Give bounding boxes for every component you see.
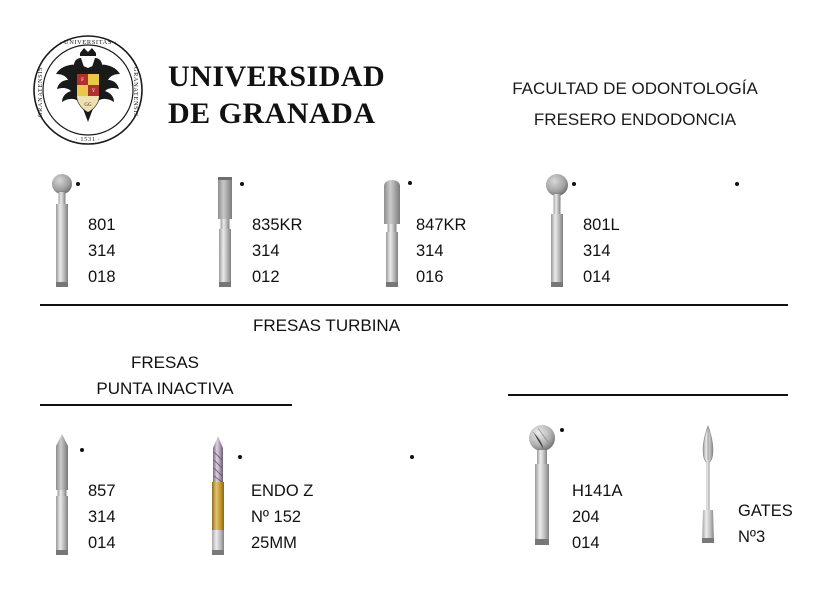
faculty-heading [470, 74, 800, 135]
svg-text:· 1531 ·: · 1531 · [75, 136, 101, 143]
bur-835kr-labels [252, 212, 302, 290]
bur-h141a-shank: 204 [572, 508, 600, 526]
page-title [168, 58, 458, 132]
marker-dot [560, 428, 564, 432]
bur-item-gates [686, 420, 826, 560]
bur-item-801l [535, 172, 765, 292]
bur-endo-z-size: 25MM [251, 534, 297, 552]
bur-801-shank: 314 [88, 242, 116, 260]
section-label-turbina: FRESAS TURBINA [253, 316, 401, 335]
marker-dot [572, 182, 576, 186]
bur-801-size: 018 [88, 268, 116, 286]
faculty-line-1: FACULTAD DE ODONTOLOGÍA [512, 79, 758, 98]
section-divider-punta-inactiva [40, 404, 292, 406]
marker-dot [408, 181, 412, 185]
bur-847kr-labels [416, 212, 466, 290]
bur-835kr-code: 835KR [252, 216, 303, 234]
bur-835kr-size: 012 [252, 268, 280, 286]
bur-gates-code: GATES [738, 502, 793, 520]
marker-dot [735, 182, 739, 186]
section-label-punta-inactiva-line2: PUNTA INACTIVA [96, 379, 234, 398]
bur-endo-z-labels [251, 478, 313, 556]
bur-857-labels [88, 478, 116, 556]
bur-801l-labels [583, 212, 620, 290]
bur-857-size: 014 [88, 534, 116, 552]
bur-gates-labels [738, 498, 793, 550]
bur-endo-z-shank: Nº 152 [251, 508, 302, 526]
svg-text:GG: GG [84, 103, 92, 108]
marker-dot [240, 182, 244, 186]
svg-text:Y: Y [91, 89, 96, 94]
bur-h141a-code: H141A [572, 482, 623, 500]
bur-801-code: 801 [88, 216, 116, 234]
svg-text:GRANATENSIS: GRANATENSIS [37, 66, 44, 118]
svg-text:· UNIVERSITAS ·: · UNIVERSITAS · [59, 39, 117, 46]
university-line-2: DE GRANADA [168, 97, 376, 131]
round-long-neck-diamond-bur-icon [535, 172, 579, 290]
university-crest-icon [32, 34, 144, 146]
bur-847kr-size: 016 [416, 268, 444, 286]
section-divider-turbina [40, 304, 788, 306]
gates-glidden-drill-icon [686, 420, 730, 550]
bur-847kr-code: 847KR [416, 216, 467, 234]
marker-dot [76, 182, 80, 186]
bur-801-labels [88, 212, 116, 290]
faculty-line-2: FRESERO ENDODONCIA [533, 109, 737, 129]
bur-h141a-size: 014 [572, 534, 600, 552]
bur-801l-shank: 314 [583, 242, 611, 260]
marker-dot [80, 448, 84, 452]
bur-endo-z-code: ENDO Z [251, 482, 314, 500]
bur-item-h141a [520, 420, 700, 560]
tapered-safe-end-diamond-bur-icon [40, 430, 84, 558]
section-divider-right [508, 394, 788, 396]
bur-h141a-labels [572, 478, 622, 556]
bur-item-endo-z [196, 430, 416, 560]
university-line-1: UNIVERSIDAD [168, 60, 386, 93]
bur-801l-code: 801L [583, 216, 620, 234]
marker-dot [238, 455, 242, 459]
bur-857-code: 857 [88, 482, 116, 500]
cylinder-flat-end-diamond-bur-icon [203, 172, 247, 290]
marker-dot [410, 455, 414, 459]
bur-835kr-shank: 314 [252, 242, 280, 260]
bur-gates-shank: Nº3 [738, 528, 766, 546]
svg-text:F: F [81, 78, 84, 83]
bur-801l-size: 014 [583, 268, 611, 286]
section-label-punta-inactiva-line1: FRESAS [130, 353, 200, 372]
round-carbide-bur-icon [520, 420, 564, 550]
round-bur-diamond-icon [40, 172, 84, 290]
svg-text:GRANATENSIS: GRANATENSIS [132, 66, 139, 118]
bur-857-shank: 314 [88, 508, 116, 526]
bur-847kr-shank: 314 [416, 242, 444, 260]
endo-z-carbide-bur-icon [196, 430, 240, 558]
cylinder-round-end-diamond-bur-icon [370, 172, 414, 290]
